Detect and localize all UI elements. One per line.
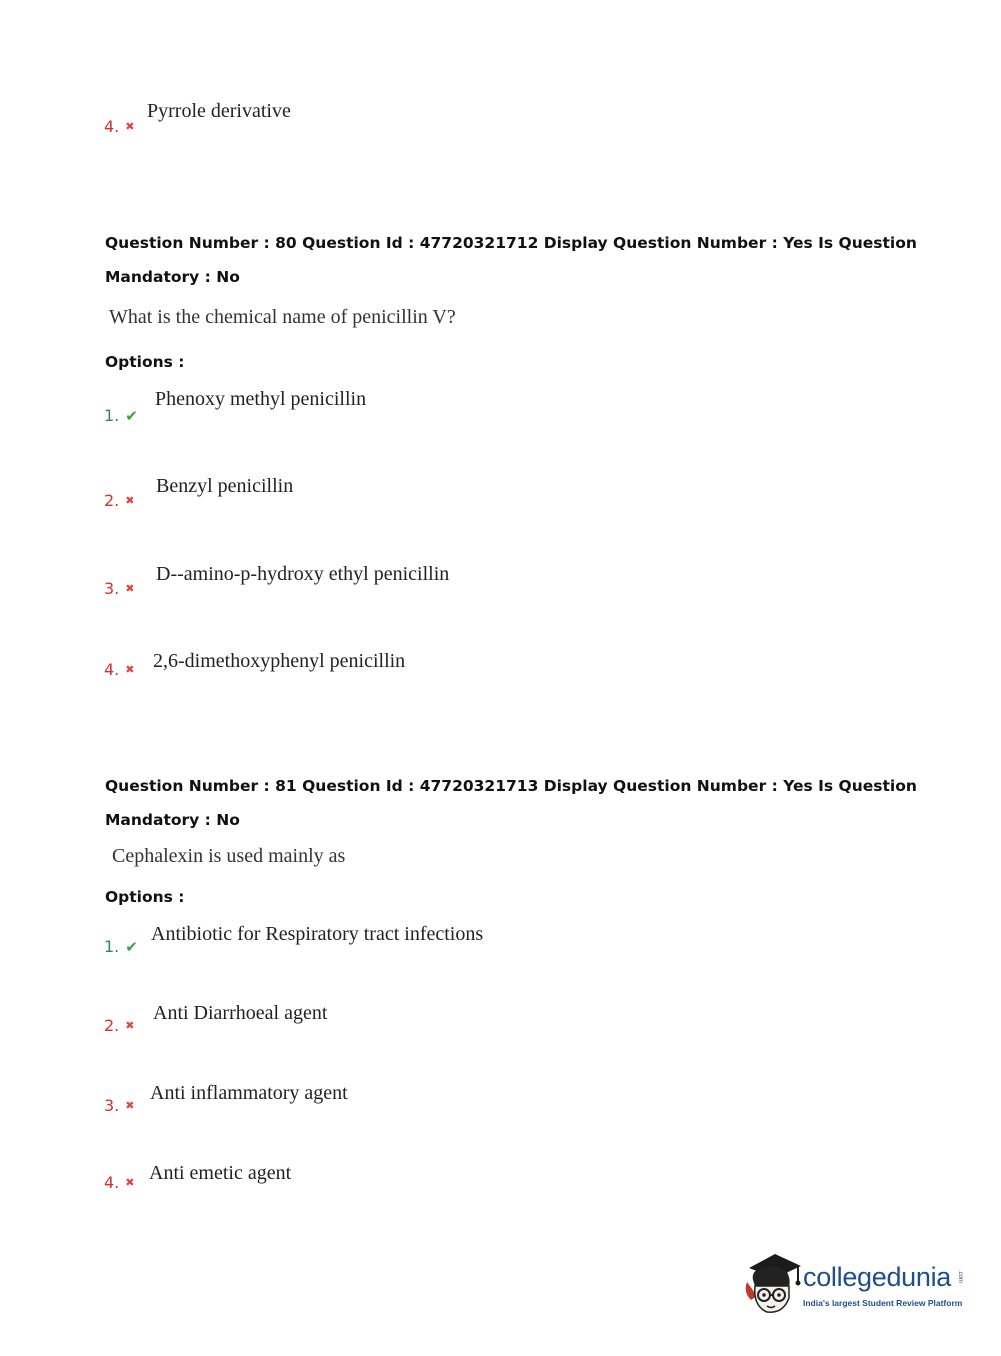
options-label: Options : <box>105 353 185 371</box>
option-number: 1. ✔ <box>104 937 138 956</box>
option-number: 1. ✔ <box>104 406 138 425</box>
logo-tagline: India's largest Student Review Platform <box>803 1298 963 1308</box>
option-text: Anti emetic agent <box>149 1162 292 1184</box>
question-header: Question Number : 81 Question Id : 47720321713 Display Question Number : Yes Is Question Mandatory : No <box>105 777 917 829</box>
cross-icon: ✖ <box>125 663 135 676</box>
option-text: D--amino-p-hydroxy ethyl penicillin <box>156 563 450 585</box>
option-text: Antibiotic for Respiratory tract infections <box>151 923 484 945</box>
cross-icon: ✖ <box>125 582 135 595</box>
option-text: Phenoxy methyl penicillin <box>155 388 367 410</box>
cross-icon: ✖ <box>125 1176 135 1189</box>
options-label: Options : <box>105 888 185 906</box>
option-text: Anti inflammatory agent <box>150 1082 348 1104</box>
cross-icon: ✖ <box>125 494 135 507</box>
option-number: 3. ✖ <box>104 1096 135 1115</box>
option-number: 2. ✖ <box>104 1016 135 1035</box>
option-number: 4. ✖ <box>104 1173 135 1192</box>
option-number: 4. ✖ <box>104 660 135 679</box>
mascot-graduate-icon <box>743 1250 803 1320</box>
option-text: Anti Diarrhoeal agent <box>153 1002 328 1024</box>
cross-icon: ✖ <box>125 1019 135 1032</box>
option-text: Pyrrole derivative <box>147 100 291 122</box>
option-text: Benzyl penicillin <box>156 475 294 497</box>
check-icon: ✔ <box>125 938 138 956</box>
cross-icon: ✖ <box>125 1099 135 1112</box>
option-number: 3. ✖ <box>104 579 135 598</box>
option-number: 2. ✖ <box>104 491 135 510</box>
check-icon: ✔ <box>125 407 138 425</box>
logo-wordmark: collegedunia <box>803 1262 952 1292</box>
logo-suffix: .com <box>957 1270 963 1284</box>
question-text: Cephalexin is used mainly as <box>112 845 346 867</box>
collegedunia-logo <box>743 1250 973 1322</box>
question-header: Question Number : 80 Question Id : 47720321712 Display Question Number : Yes Is Question Mandatory : No <box>105 234 917 286</box>
option-text: 2,6-dimethoxyphenyl penicillin <box>153 650 406 672</box>
question-text: What is the chemical name of penicillin V? <box>109 306 456 328</box>
option-number: 4. ✖ <box>104 117 135 136</box>
cross-icon: ✖ <box>125 120 135 133</box>
